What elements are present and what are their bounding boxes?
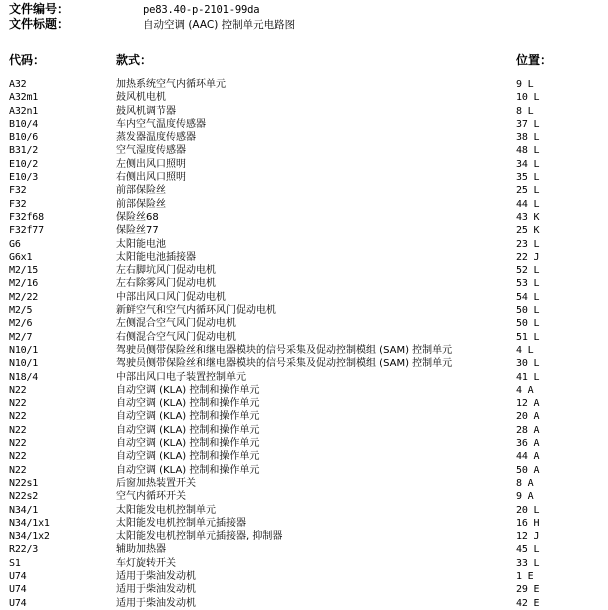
- row-description: 加热系统空气内循环单元: [116, 79, 226, 90]
- row-position: 28 A: [516, 424, 540, 436]
- row-position: 44 A: [516, 451, 540, 463]
- row-description: 太阳能发电机控制单元插接器, 抑制器: [116, 531, 283, 543]
- row-position: 9 L: [516, 79, 534, 90]
- row-position: 42 E: [516, 597, 540, 609]
- row-code: U74: [9, 597, 27, 609]
- row-code: N22: [9, 411, 27, 423]
- row-code: N22: [9, 424, 27, 436]
- row-code: M2/5: [9, 305, 33, 317]
- row-position: 29 E: [516, 584, 540, 596]
- row-position: 12 A: [516, 398, 540, 410]
- row-position: 20 L: [516, 504, 540, 516]
- row-code: N22: [9, 438, 27, 450]
- column-header-code: 代码：: [9, 53, 46, 67]
- row-position: 20 A: [516, 411, 540, 423]
- row-position: 50 L: [516, 318, 540, 330]
- row-position: 50 L: [516, 305, 540, 317]
- row-position: 33 L: [516, 557, 540, 569]
- doc-title-value: 自动空调 (AAC) 控制单元电路图: [143, 19, 296, 31]
- table-row: [0, 91, 608, 104]
- row-description: 右侧混合空气风门促动电机: [116, 331, 236, 343]
- row-position: 52 L: [516, 265, 540, 277]
- row-code: N22s1: [9, 477, 39, 489]
- row-position: 23 L: [516, 238, 540, 250]
- table-row: [0, 304, 608, 317]
- row-code: N34/1x2: [9, 531, 50, 543]
- table-row: [0, 570, 608, 583]
- row-code: A32n1: [9, 105, 39, 117]
- row-code: N18/4: [9, 371, 39, 383]
- row-description: 鼓风机电机: [116, 92, 166, 104]
- row-description: 中部出风口电子装置控制单元: [116, 371, 246, 383]
- row-position: 1 E: [516, 570, 534, 582]
- table-row: [0, 198, 608, 211]
- table-row: [0, 410, 608, 423]
- row-position: 35 L: [516, 172, 540, 184]
- row-position: 25 K: [516, 225, 540, 237]
- row-description: 保险丝68: [116, 211, 159, 223]
- table-row: [0, 131, 608, 144]
- row-code: N10/1: [9, 344, 39, 356]
- row-position: 45 L: [516, 544, 540, 556]
- row-description: 后窗加热装置开关: [116, 477, 196, 489]
- table-row: [0, 424, 608, 437]
- row-description: 太阳能发电机控制单元插接器: [116, 517, 246, 529]
- row-position: 25 L: [516, 185, 540, 197]
- table-row: [0, 357, 608, 370]
- row-description: 左右脚坑风门促动电机: [116, 265, 216, 277]
- column-header-desc: 款式：: [116, 53, 153, 67]
- table-row: [0, 557, 608, 570]
- table-row: [0, 437, 608, 450]
- row-description: 左侧出风口照明: [116, 158, 186, 170]
- table-row: [0, 78, 608, 91]
- table-row: [0, 490, 608, 503]
- table-row: [0, 251, 608, 264]
- row-code: E10/3: [9, 172, 39, 184]
- row-code: N34/1x1: [9, 517, 50, 529]
- row-code: B10/4: [9, 118, 39, 130]
- row-code: B31/2: [9, 145, 39, 157]
- row-position: 10 L: [516, 92, 540, 104]
- row-position: 34 L: [516, 158, 540, 170]
- row-description: 适用于柴油发动机: [116, 584, 196, 596]
- row-code: N22: [9, 464, 27, 476]
- row-position: 9 A: [516, 491, 534, 503]
- table-row: [0, 118, 608, 131]
- table-row: [0, 477, 608, 490]
- row-description: 驾驶员侧带保险丝和继电器模块的信号采集及促动控制模组 (SAM) 控制单元: [116, 358, 453, 370]
- doc-no-value: pe83.40-p-2101-99da: [143, 4, 260, 16]
- row-code: S1: [9, 557, 21, 569]
- row-description: 前部保险丝: [116, 185, 166, 197]
- row-code: M2/22: [9, 291, 39, 303]
- doc-no-label: 文件编号：: [9, 2, 70, 16]
- table-row: [0, 238, 608, 251]
- row-description: 右侧出风口照明: [116, 172, 186, 184]
- table-row: [0, 211, 608, 224]
- row-code: N34/1: [9, 504, 39, 516]
- table-row: [0, 184, 608, 197]
- row-position: 53 L: [516, 278, 540, 290]
- row-code: A32m1: [9, 92, 39, 104]
- row-description: 保险丝77: [116, 225, 159, 237]
- table-row: [0, 224, 608, 237]
- row-code: M2/15: [9, 265, 39, 277]
- table-row: [0, 158, 608, 171]
- row-description: 太阳能发电机控制单元: [116, 504, 216, 516]
- row-code: R22/3: [9, 544, 39, 556]
- row-code: F32: [9, 185, 27, 197]
- row-description: 自动空调 (KLA) 控制和操作单元: [116, 424, 260, 436]
- row-position: 43 K: [516, 211, 540, 223]
- row-code: U74: [9, 570, 27, 582]
- row-description: 自动空调 (KLA) 控制和操作单元: [116, 451, 260, 463]
- row-description: 左侧混合空气风门促动电机: [116, 318, 236, 330]
- row-position: 4 A: [516, 384, 534, 396]
- table-row: [0, 144, 608, 157]
- row-code: B10/6: [9, 132, 39, 144]
- row-description: 太阳能电池插接器: [116, 251, 196, 263]
- row-code: G6: [9, 238, 21, 250]
- row-description: 自动空调 (KLA) 控制和操作单元: [116, 398, 260, 410]
- table-row: [0, 317, 608, 330]
- table-row: [0, 397, 608, 410]
- row-position: 37 L: [516, 118, 540, 130]
- row-description: 空气湿度传感器: [116, 145, 186, 157]
- row-code: F32f77: [9, 225, 44, 237]
- table-row: [0, 583, 608, 596]
- row-position: 41 L: [516, 371, 540, 383]
- row-code: M2/7: [9, 331, 33, 343]
- row-code: U74: [9, 584, 27, 596]
- row-position: 8 L: [516, 105, 534, 117]
- table-row: [0, 291, 608, 304]
- row-position: 22 J: [516, 251, 540, 263]
- row-code: F32f68: [9, 211, 44, 223]
- row-description: 前部保险丝: [116, 198, 166, 210]
- row-description: 驾驶员侧带保险丝和继电器模块的信号采集及促动控制模组 (SAM) 控制单元: [116, 344, 453, 356]
- table-row: [0, 530, 608, 543]
- row-position: 36 A: [516, 438, 540, 450]
- row-code: M2/16: [9, 278, 39, 290]
- row-code: N22s2: [9, 491, 39, 503]
- table-row: [0, 384, 608, 397]
- row-code: G6x1: [9, 251, 33, 263]
- row-description: 适用于柴油发动机: [116, 597, 196, 609]
- row-description: 车内空气温度传感器: [116, 118, 206, 130]
- row-code: E10/2: [9, 158, 39, 170]
- row-description: 车灯旋转开关: [116, 557, 176, 569]
- row-position: 50 A: [516, 464, 540, 476]
- row-code: N22: [9, 384, 27, 396]
- component-table: [0, 78, 608, 610]
- row-description: 鼓风机调节器: [116, 105, 176, 117]
- row-position: 38 L: [516, 132, 540, 144]
- row-description: 自动空调 (KLA) 控制和操作单元: [116, 438, 260, 450]
- column-header-pos: 位置：: [516, 53, 553, 67]
- table-row: [0, 264, 608, 277]
- row-description: 空气内循环开关: [116, 491, 186, 503]
- row-position: 12 J: [516, 531, 540, 543]
- table-row: [0, 171, 608, 184]
- row-description: 适用于柴油发动机: [116, 570, 196, 582]
- table-row: [0, 597, 608, 610]
- row-code: N22: [9, 451, 27, 463]
- row-code: M2/6: [9, 318, 33, 330]
- row-description: 自动空调 (KLA) 控制和操作单元: [116, 411, 260, 423]
- table-row: [0, 504, 608, 517]
- row-description: 左右除雾风门促动电机: [116, 278, 216, 290]
- table-row: [0, 517, 608, 530]
- row-description: 太阳能电池: [116, 238, 166, 250]
- table-row: [0, 464, 608, 477]
- row-description: 蒸发器温度传感器: [116, 132, 196, 144]
- row-position: 44 L: [516, 198, 540, 210]
- table-row: [0, 371, 608, 384]
- table-row: [0, 331, 608, 344]
- table-row: [0, 543, 608, 556]
- row-description: 新鲜空气和空气内循环风门促动电机: [116, 305, 276, 317]
- table-row: [0, 277, 608, 290]
- table-row: [0, 450, 608, 463]
- row-position: 48 L: [516, 145, 540, 157]
- row-code: A32: [9, 79, 27, 90]
- row-code: N10/1: [9, 358, 39, 370]
- table-row: [0, 344, 608, 357]
- row-description: 中部出风口风门促动电机: [116, 291, 226, 303]
- row-position: 16 H: [516, 517, 540, 529]
- row-position: 54 L: [516, 291, 540, 303]
- row-position: 30 L: [516, 358, 540, 370]
- row-position: 4 L: [516, 344, 534, 356]
- row-position: 8 A: [516, 477, 534, 489]
- row-description: 辅助加热器: [116, 544, 166, 556]
- row-code: F32: [9, 198, 27, 210]
- row-description: 自动空调 (KLA) 控制和操作单元: [116, 464, 260, 476]
- table-row: [0, 105, 608, 118]
- row-position: 51 L: [516, 331, 540, 343]
- row-description: 自动空调 (KLA) 控制和操作单元: [116, 384, 260, 396]
- doc-title-label: 文件标题：: [9, 17, 70, 31]
- row-code: N22: [9, 398, 27, 410]
